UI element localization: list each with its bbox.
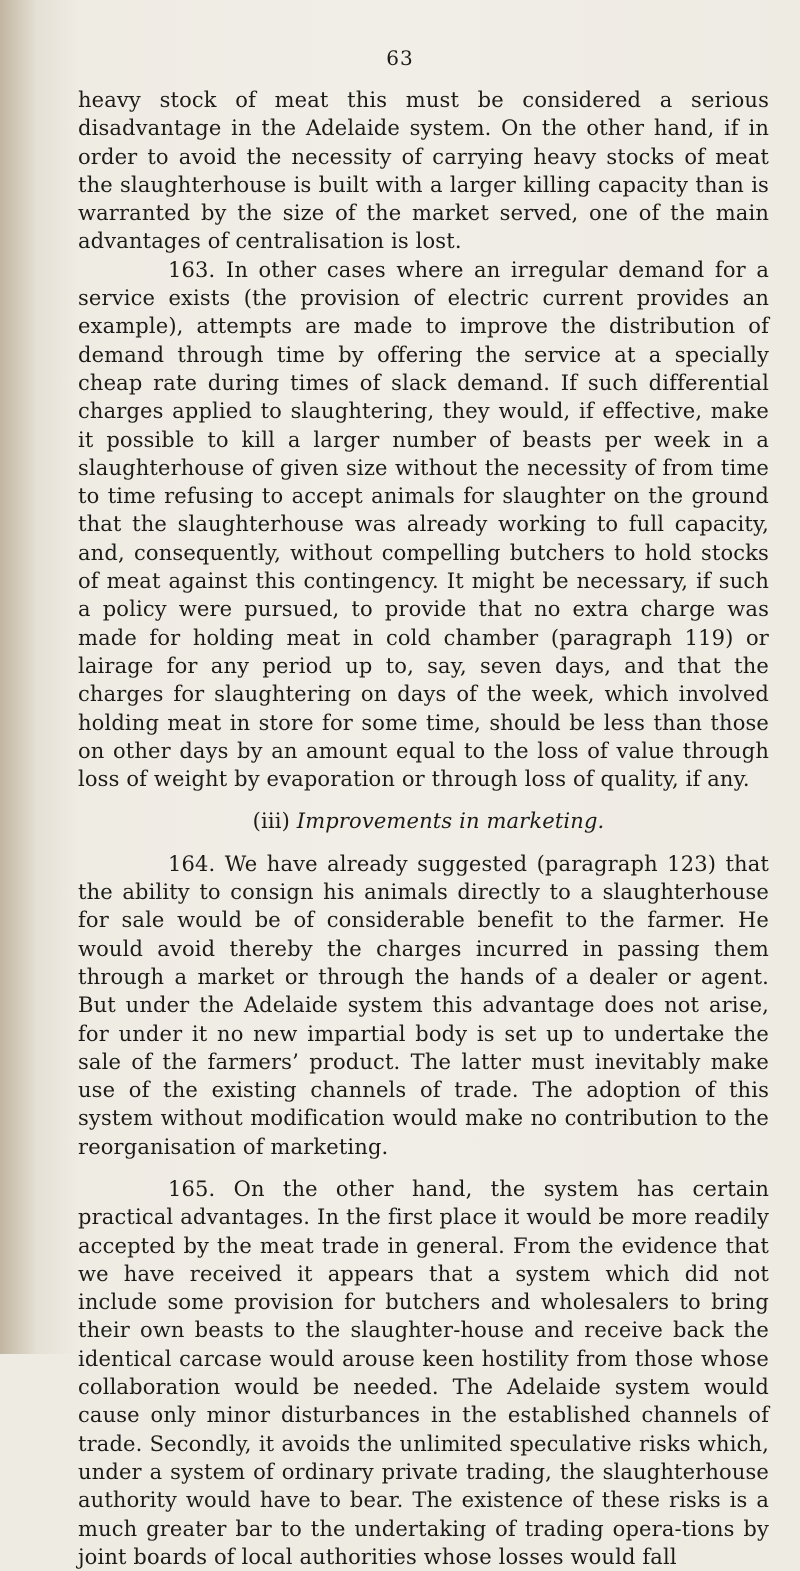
continuation-paragraph: heavy stock of meat this must be considered a serious disadvantage in the Adelaide system. On the other hand, if in order to avoid the necessity of carrying heavy stocks of meat the slaughterhouse is built with a larger killing capacity than is warranted by the size of the market served, one of the main advantages of centralisation is lost. <box>78 88 769 254</box>
paragraph-gap <box>78 1161 769 1175</box>
body-text <box>78 86 769 1571</box>
paragraph-165: 165. On the other hand, the system has certain practical advantages. In the first place it would be more readily accepted by the meat trade in general. From the evidence that we have received it appears that a system which did not include some provision for butchers and wholesalers to bring their own beasts to the slaughter-house and receive back the identical carcase would arouse keen hostility from those whose collaboration would be needed. The Adelaide system would cause only minor disturbances in the established channels of trade. Secondly, it avoids the unlimited speculative risks which, under a system of ordinary private trading, the slaughterhouse authority would have to bear. The existence of these risks is a much greater bar to the undertaking of trading opera-tions by joint boards of local authorities whose losses would fall <box>78 1176 769 1569</box>
paragraph-164: 164. We have already suggested (paragraph 123) that the ability to consign his animals directly to a slaughterhouse for sale would be of considerable benefit to the farmer. He would avoid thereby the charges incurred in passing them through a market or through the hands of a dealer or agent. But under the Adelaide system this advantage does not arise, for under it no new impartial body is set up to undertake the sale of the farmers’ product. The latter must inevitably make use of the existing channels of trade. The adoption of this system without modification would make no contribution to the reorganisation of marketing. <box>78 851 769 1159</box>
subheading-numeral: (iii) <box>252 809 290 834</box>
subheading-title: Improvements in marketing. <box>296 809 605 834</box>
page-number: 63 <box>386 46 414 70</box>
paragraph-163: 163. In other cases where an irregular demand for a service exists (the provision of electric current provides an example), attempts are made to improve the distribution of demand through time by offering the service at a specially cheap rate during times of slack demand. If such differential charges applied to slaughtering, they would, if effective, make it possible to kill a larger number of beasts per week in a slaughterhouse of given size without the necessity of from time to time refusing to accept animals for slaughter on the ground that the slaughterhouse was already working to full capacity, and, consequently, without compelling butchers to hold stocks of meat against this contingency. It might be necessary, if such a policy were pursued, to provide that no extra charge was made for holding meat in cold chamber (paragraph 119) or lairage for any period up to, say, seven days, and that the charges for slaughtering on days of the week, which involved holding meat in store for some time, should be less than those on other days by an amount equal to the loss of value through loss of weight by evaporation or through loss of quality, if any. <box>78 257 769 792</box>
section-subheading <box>78 807 769 835</box>
page-edge-shadow <box>0 0 36 1354</box>
